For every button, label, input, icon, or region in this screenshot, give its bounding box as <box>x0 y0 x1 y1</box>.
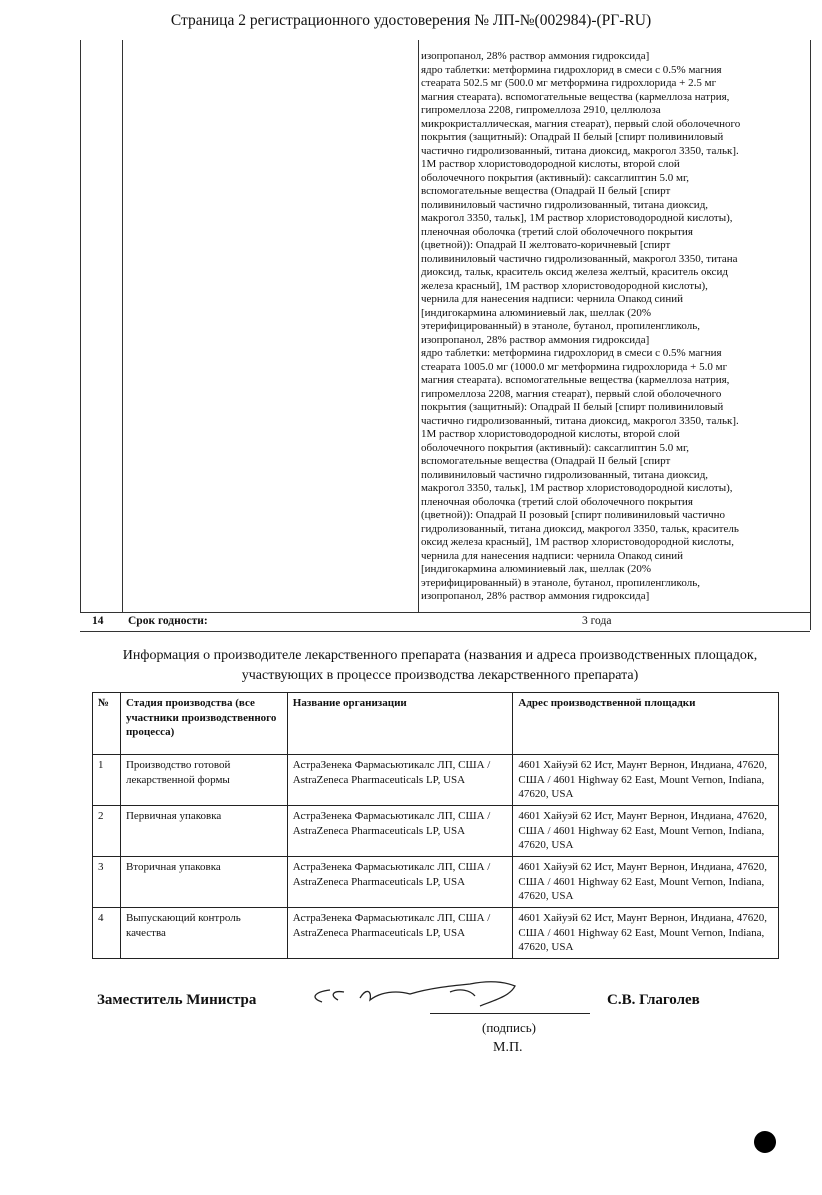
organization-name: АстраЗенека Фармасьютикалс ЛП, США / AstraZeneca Pharmaceuticals LP, USA <box>287 857 513 908</box>
composition-line: гипромеллоза 2208, магния стеарат), первый слой оболочечного <box>421 387 722 400</box>
row-number: 14 <box>92 615 104 627</box>
row-number: 3 <box>93 857 121 908</box>
composition-line: [индигокармина алюминиевый лак, шеллак (20% <box>421 306 652 319</box>
table-border <box>122 40 123 630</box>
composition-line: частично гидролизованный, титана диоксид, макрогол 3350, тальк]. <box>421 144 739 157</box>
composition-text <box>421 50 809 604</box>
row-number: 4 <box>93 908 121 959</box>
organization-name: АстраЗенека Фармасьютикалс ЛП, США / AstraZeneca Pharmaceuticals LP, USA <box>287 755 513 806</box>
stamp-place-label: М.П. <box>493 1040 523 1055</box>
composition-line: ядро таблетки: метформина гидрохлорид в смеси с 0.5% магния <box>421 347 722 359</box>
composition-line: поливиниловый частично гидролизованный, титана диоксид, <box>421 198 709 211</box>
composition-line: изопропанол, 28% раствор аммония гидроксида] <box>421 333 650 346</box>
shelf-life-value: 3 года <box>582 615 612 627</box>
composition-line: магния стеарата). вспомогательные вещества (кармеллоза натрия, <box>421 90 730 103</box>
table-row <box>93 806 779 857</box>
organization-name: АстраЗенека Фармасьютикалс ЛП, США / AstraZeneca Pharmaceuticals LP, USA <box>287 908 513 959</box>
production-stage: Выпускающий контроль качества <box>120 908 287 959</box>
composition-line: поливиниловый частично гидролизованный, титана диоксид, <box>421 468 709 481</box>
production-stage: Первичная упаковка <box>120 806 287 857</box>
composition-line: макрогол 3350, тальк], 1М раствор хлористоводородной кислоты), <box>421 482 733 494</box>
table-border <box>418 40 419 630</box>
composition-line: чернила для нанесения надписи: чернила Опакод синий <box>421 293 683 305</box>
composition-line: (цветной)): Опадрай II желтовато-коричневый [спирт <box>421 239 671 251</box>
composition-line: стеарата 502.5 мг (500.0 мг метформина гидрохлорида + 2.5 мг <box>421 77 717 89</box>
composition-line: изопропанол, 28% раствор аммония гидроксида] <box>421 590 650 602</box>
composition-line: покрытия (защитный): Опадрай II белый [спирт поливиниловый <box>421 401 724 413</box>
composition-line: железа красный], 1М раствор хлористоводородной кислоты), <box>421 279 708 292</box>
composition-line: стеарата 1005.0 мг (1000.0 мг метформина гидрохлорида + 5.0 мг <box>421 360 728 373</box>
row-number: 1 <box>93 755 121 806</box>
site-address: 4601 Хайуэй 62 Ист, Маунт Вернон, Индиана, 47620, США / 4601 Highway 62 East, Mount Vernon, Indiana, 47620, USA <box>513 755 779 806</box>
signatory-position: Заместитель Министра <box>97 992 257 1008</box>
signature-line <box>430 1013 590 1014</box>
manufacturer-table <box>92 692 779 959</box>
composition-line: этерифицированный) в этаноле, бутанол, пропиленгликоль, <box>421 576 700 589</box>
manufacturer-info-title: Информация о производителе лекарственного препарата (названия и адреса производственных площадок, участвующих в процессе производства лекарственного препарата) <box>122 648 758 683</box>
composition-line: гидролизованный, титана диоксид, макрогол 3350, тальк, краситель <box>421 522 739 535</box>
production-stage: Вторичная упаковка <box>120 857 287 908</box>
composition-line: вспомогательные вещества (Опадрай II белый [спирт <box>421 455 671 467</box>
site-address: 4601 Хайуэй 62 Ист, Маунт Вернон, Индиана, 47620, США / 4601 Highway 62 East, Mount Vernon, Indiana, 47620, USA <box>513 908 779 959</box>
site-address: 4601 Хайуэй 62 Ист, Маунт Вернон, Индиана, 47620, США / 4601 Highway 62 East, Mount Vernon, Indiana, 47620, USA <box>513 857 779 908</box>
header-address: Адрес производственной площадки <box>513 693 779 755</box>
organization-name: АстраЗенека Фармасьютикалс ЛП, США / AstraZeneca Pharmaceuticals LP, USA <box>287 806 513 857</box>
composition-line: магния стеарата). вспомогательные вещества (кармеллоза натрия, <box>421 374 730 386</box>
composition-line: пленочная оболочка (третий слой оболочечного покрытия <box>421 495 693 508</box>
composition-line: пленочная оболочка (третий слой оболочечного покрытия <box>421 225 693 238</box>
shelf-life-label: Срок годности: <box>128 615 208 627</box>
composition-line: поливиниловый частично гидролизованный, макрогол 3350, титана <box>421 252 738 265</box>
composition-line: вспомогательные вещества (Опадрай II белый [спирт <box>421 185 671 197</box>
composition-line: ядро таблетки: метформина гидрохлорид в смеси с 0.5% магния <box>421 63 722 76</box>
header-stage: Стадия производства (все участники производственного процесса) <box>120 693 287 755</box>
header-number: № <box>93 693 121 755</box>
composition-line: микрокристаллическая, магния стеарат), первый слой оболочечного <box>421 117 741 130</box>
table-row <box>93 908 779 959</box>
composition-line: 1М раствор хлористоводородной кислоты, второй слой <box>421 158 680 170</box>
site-address: 4601 Хайуэй 62 Ист, Маунт Вернон, Индиана, 47620, США / 4601 Highway 62 East, Mount Vernon, Indiana, 47620, USA <box>513 806 779 857</box>
composition-line: макрогол 3350, тальк], 1М раствор хлористоводородной кислоты), <box>421 212 733 224</box>
composition-line: (цветной)): Опадрай II розовый [спирт поливиниловый частично <box>421 509 726 521</box>
header-organization: Название организации <box>287 693 513 755</box>
table-border <box>80 40 81 630</box>
production-stage: Производство готовой лекарственной формы <box>120 755 287 806</box>
signature-caption: (подпись) <box>482 1020 536 1035</box>
page-title: Страница 2 регистрационного удостоверения № ЛП-№(002984)-(РГ-RU) <box>170 12 652 29</box>
composition-line: чернила для нанесения надписи: чернила Опакод синий <box>421 549 683 562</box>
black-dot-mark <box>754 1131 776 1153</box>
composition-line: диоксид, тальк, краситель оксид железа желтый, краситель оксид <box>421 266 728 278</box>
shelf-life-row <box>80 612 810 632</box>
signatory-name: С.В. Глаголев <box>607 992 700 1008</box>
table-row <box>93 857 779 908</box>
composition-line: оболочечного покрытия (активный): саксаглиптин 5.0 мг, <box>421 171 689 184</box>
composition-line: частично гидролизованный, титана диоксид, макрогол 3350, тальк]. <box>421 414 739 427</box>
table-row <box>93 755 779 806</box>
composition-line: гипромеллоза 2208, гипромеллоза 2910, целлюлоза <box>421 104 661 116</box>
row-number: 2 <box>93 806 121 857</box>
composition-line: оболочечного покрытия (активный): саксаглиптин 5.0 мг, <box>421 441 689 454</box>
composition-line: [индигокармина алюминиевый лак, шеллак (20% <box>421 563 652 575</box>
composition-line: этерифицированный) в этаноле, бутанол, пропиленгликоль, <box>421 320 700 332</box>
composition-line: 1М раствор хлористоводородной кислоты, второй слой <box>421 428 680 440</box>
composition-line: оксид железа красный], 1М раствор хлористоводородной кислоты, <box>421 536 734 548</box>
composition-line: покрытия (защитный): Опадрай II белый [спирт поливиниловый <box>421 131 724 143</box>
composition-line: изопропанол, 28% раствор аммония гидроксида] <box>421 50 650 62</box>
